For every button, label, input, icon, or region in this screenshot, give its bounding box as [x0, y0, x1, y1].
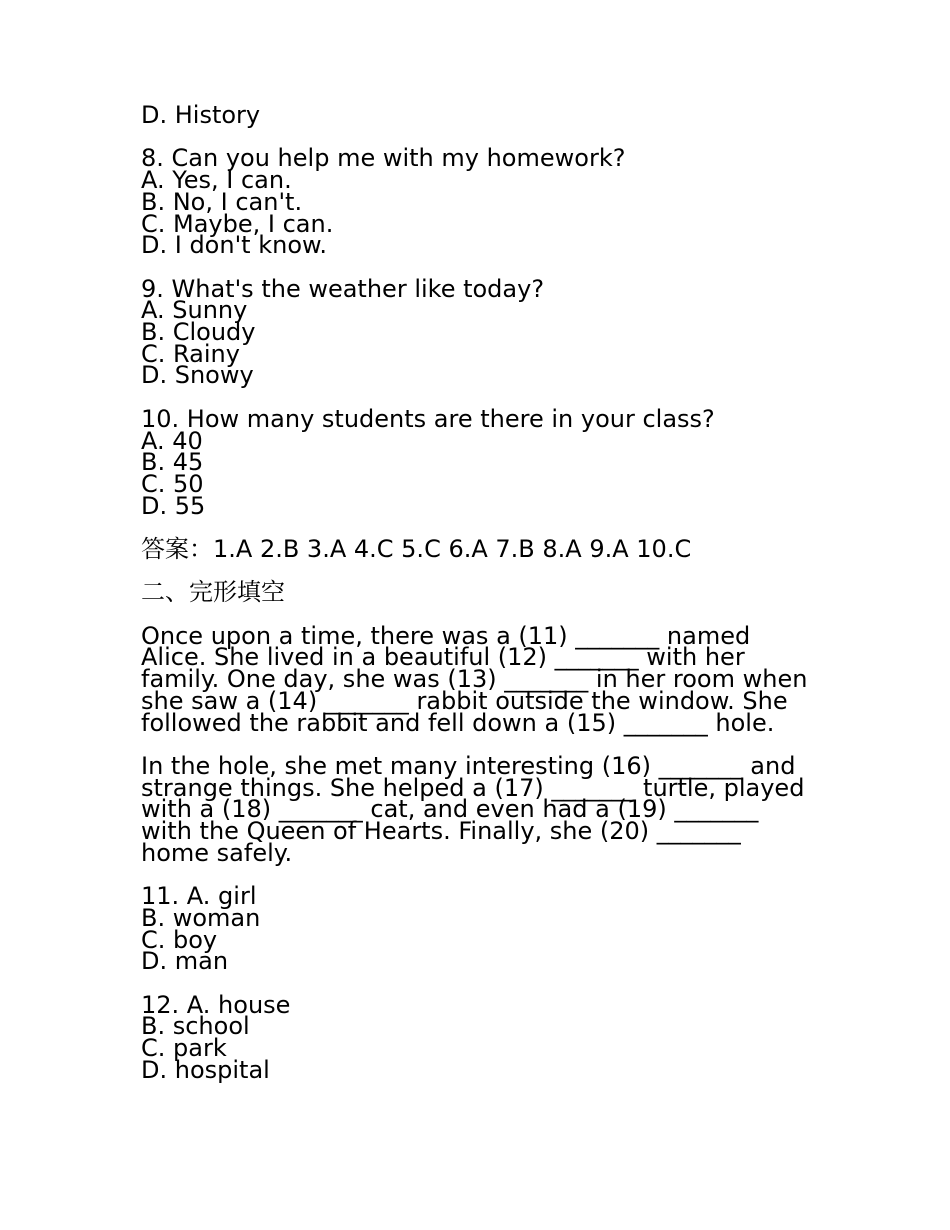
q11-option-c: C. boy: [141, 925, 218, 954]
q12-text: 12. A. house: [141, 990, 291, 1019]
q7-option-d: D. History: [141, 101, 261, 129]
question-11: [141, 882, 811, 976]
cloze-paragraph-1: [141, 621, 811, 737]
q12-option-b: B. school: [141, 1012, 250, 1041]
q8-option-d: D. I don't know.: [141, 231, 328, 260]
q10-option-d: D. 55: [141, 491, 206, 520]
q10-option-c: C. 50: [141, 469, 204, 498]
q8-option-a: A. Yes, I can.: [141, 166, 292, 195]
q11-text: 11. A. girl: [141, 882, 257, 911]
q12-option-c: C. park: [141, 1034, 227, 1063]
section-2-heading: 二、完形填空: [141, 578, 285, 607]
q11-option-d: D. man: [141, 947, 229, 976]
question-9: [141, 274, 811, 390]
q9-option-b: B. Cloudy: [141, 318, 256, 346]
question-12: [141, 990, 811, 1084]
q11-option-b: B. woman: [141, 903, 261, 932]
cloze-passage-text: In the hole, she met many interesting (16) _______ and strange things. She helped a (17) _______ turtle, played with a (18) _______ cat, and even had a (19) _______ with the Queen of Hearts. Finally, she (20) _______ home safely.: [141, 751, 805, 867]
section-2-heading-block: [141, 578, 811, 607]
question-8: [141, 144, 811, 260]
q10-text: 10. How many students are there in your class?: [141, 404, 715, 433]
answer-key-text: 答案：1.A 2.B 3.A 4.C 5.C 6.A 7.B 8.A 9.A 10.C: [141, 535, 692, 563]
q12-option-d: D. hospital: [141, 1055, 270, 1084]
q9-option-d: D. Snowy: [141, 361, 254, 390]
q10-option-b: B. 45: [141, 448, 204, 477]
cloze-passage-text: Once upon a time, there was a (11) _______ named Alice. She lived in a beautiful (12) _______ with her family. One day, she was (13) _______ in her room when she saw a (14) _______ rabbit outside the window. She followed the rabbit and fell down a (15) _______ hole.: [141, 621, 808, 737]
q8-option-b: B. No, I can't.: [141, 187, 303, 216]
q8-text: 8. Can you help me with my homework?: [141, 144, 626, 173]
answer-key: [141, 535, 811, 563]
q10-option-a: A. 40: [141, 426, 203, 455]
document-content: [141, 101, 811, 1084]
q9-option-a: A. Sunny: [141, 296, 248, 325]
q9-text: 9. What's the weather like today?: [141, 274, 545, 303]
question-7-tail: [141, 101, 811, 129]
cloze-paragraph-2: [141, 751, 811, 867]
q9-option-c: C. Rainy: [141, 339, 240, 368]
question-10: [141, 404, 811, 520]
q8-option-c: C. Maybe, I can.: [141, 209, 334, 238]
